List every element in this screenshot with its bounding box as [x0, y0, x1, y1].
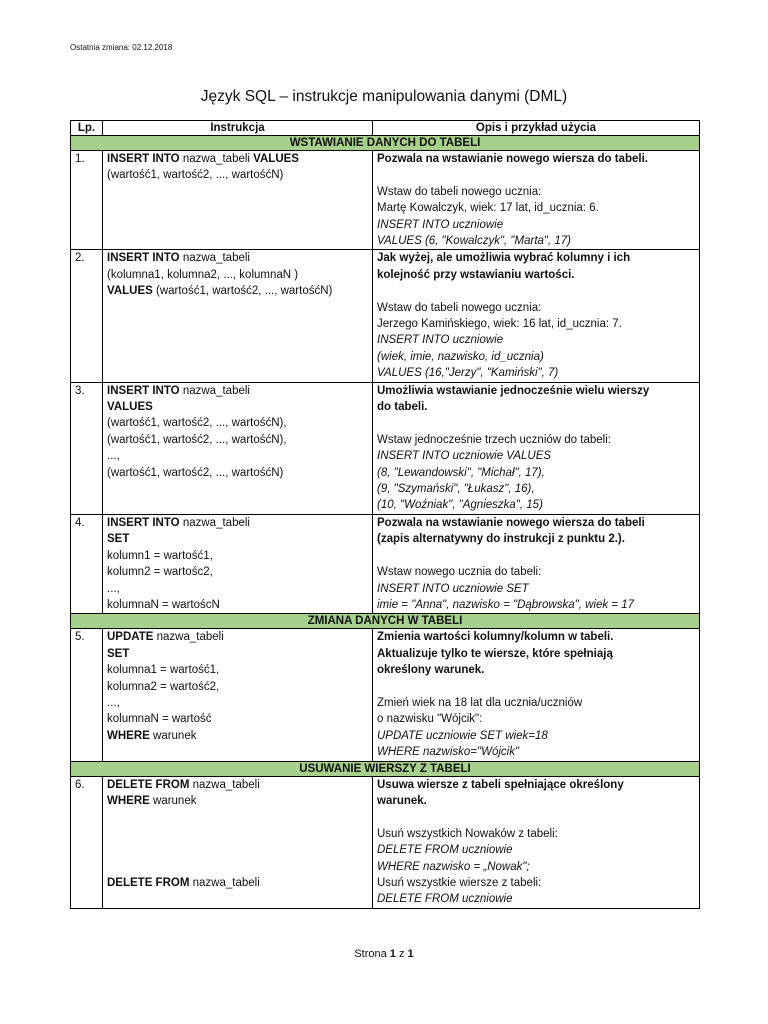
description-text: Umożliwia wstawianie jednocześnie wielu wierszy [377, 384, 650, 397]
sql-text: ..., [107, 696, 120, 709]
section-row-delete [71, 761, 700, 776]
instruction-cell [103, 629, 373, 761]
sql-keyword: WHERE [107, 794, 150, 807]
description-cell [373, 629, 700, 761]
example-code-line: INSERT INTO uczniowie [377, 218, 504, 231]
example-code-line: INSERT INTO uczniowie SET [377, 582, 529, 595]
sql-text: nazwa_tabeli [153, 631, 224, 644]
sql-text: kolumna2 = wartość2, [107, 680, 220, 693]
sql-text: warunek [149, 729, 197, 742]
description-cell [373, 151, 700, 250]
sql-text: nazwa_tabeli [179, 252, 250, 265]
description-text: Jak wyżej, ale umożliwia wybrać kolumny i ich [377, 252, 631, 265]
example-code-line: DELETE FROM uczniowie [377, 893, 513, 906]
description-text: Pozwala na wstawianie nowego wiersza do tabeli. [377, 153, 648, 165]
instruction-cell [103, 382, 373, 514]
example-line: Wstaw do tabeli nowego ucznia: [377, 185, 542, 198]
sql-text: kolumnaN = wartość [107, 713, 212, 726]
last-change-note: Ostatnia zmiana: 02.12.2018 [70, 43, 173, 52]
example-code-line: WHERE nazwisko="Wójcik" [377, 746, 520, 759]
sql-keyword: DELETE FROM [107, 876, 190, 889]
dml-table [70, 120, 700, 909]
description-text: do tabeli. [377, 401, 428, 414]
sql-keyword: UPDATE [107, 631, 154, 644]
example-code-line: imie = "Anna", nazwisko = "Dąbrowska", wiek = 17 [377, 598, 634, 611]
table-row [71, 776, 700, 908]
sql-keyword: INSERT INTO [107, 153, 180, 165]
sql-text: (wartość1, wartość2, ..., wartośćN) [152, 285, 333, 298]
sql-text: kolumnaN = wartoścN [107, 598, 220, 611]
sql-text: (wartość1, wartość2, ..., wartośćN), [107, 417, 287, 430]
instruction-cell [103, 514, 373, 613]
table-row [71, 382, 700, 514]
example-code-line: INSERT INTO uczniowie [377, 334, 504, 347]
sql-keyword: VALUES [253, 153, 299, 165]
description-text: warunek. [377, 794, 427, 807]
row-number: 4. [71, 514, 103, 613]
description-text: Pozwala na wstawianie nowego wiersza do tabeli [377, 516, 645, 529]
row-number: 5. [71, 629, 103, 761]
example-code-line: (9, "Szymański", "Łukasz", 16), [377, 483, 535, 496]
page-total: 1 [407, 948, 414, 960]
description-text: kolejność przy wstawianiu wartości. [377, 268, 575, 281]
section-row-update [71, 614, 700, 629]
row-number: 1. [71, 151, 103, 250]
row-number: 2. [71, 250, 103, 382]
sql-keyword: SET [107, 533, 130, 546]
description-cell [373, 514, 700, 613]
sql-text: kolumn1 = wartość1, [107, 549, 213, 562]
sql-text: warunek [149, 794, 197, 807]
sql-text: kolumna1 = wartość1, [107, 664, 220, 677]
table-row [71, 151, 700, 250]
sql-text: nazwa_tabeli [179, 384, 250, 397]
example-code-line: VALUES (6, "Kowalczyk", "Marta", 17) [377, 235, 572, 248]
footer-mid: z [395, 948, 408, 960]
sql-text: nazwa_tabeli [189, 778, 260, 791]
example-code-line: (8, "Lewandowski", "Michał", 17), [377, 466, 545, 479]
sql-keyword: INSERT INTO [107, 252, 180, 265]
description-cell [373, 382, 700, 514]
example-code-line: DELETE FROM uczniowie [377, 844, 513, 857]
table-header-row [71, 121, 700, 136]
sql-text: (kolumna1, kolumna2, ..., kolumnaN ) [107, 268, 299, 281]
example-code-line: VALUES (16,"Jerzy", "Kamiński", 7) [377, 367, 559, 380]
sql-text: nazwa_tabeli [189, 876, 260, 889]
sql-text: ..., [107, 450, 120, 463]
example-code-line: (10, "Woźniak", "Agnieszka", 15) [377, 499, 543, 512]
footer-prefix: Strona [354, 948, 390, 960]
row-number: 3. [71, 382, 103, 514]
header-instrukcja: Instrukcja [103, 121, 373, 136]
example-line: Zmień wiek na 18 lat dla ucznia/uczniów [377, 696, 583, 709]
table-row [71, 629, 700, 761]
example-code-line: INSERT INTO uczniowie VALUES [377, 450, 552, 463]
example-line: Martę Kowalczyk, wiek: 17 lat, id_ucznia: 6. [377, 202, 599, 215]
sql-text: ..., [107, 582, 120, 595]
section-title: WSTAWIANIE DANYCH DO TABELI [71, 136, 700, 151]
header-opis: Opis i przykład użycia [373, 121, 700, 136]
sql-keyword: VALUES [107, 285, 153, 298]
header-lp: Lp. [71, 121, 103, 136]
description-text: określony warunek. [377, 664, 485, 677]
description-text: Aktualizuje tylko te wiersze, które spełniają [377, 647, 613, 660]
section-row-insert [71, 136, 700, 151]
page-number: 1 [389, 948, 396, 960]
page-footer [0, 948, 768, 960]
instruction-cell [103, 776, 373, 908]
example-line: Wstaw nowego ucznia do tabeli: [377, 566, 542, 579]
sql-keyword: INSERT INTO [107, 516, 180, 529]
instruction-cell [103, 250, 373, 382]
description-text: Zmienia wartości kolumny/kolumn w tabeli. [377, 631, 614, 644]
example-code-line: WHERE nazwisko = „Nowak"; [377, 860, 530, 873]
description-text: (zapis alternatywny do instrukcji z punktu 2.). [377, 533, 625, 546]
sql-keyword: SET [107, 647, 130, 660]
page-title: Język SQL – instrukcje manipulowania danymi (DML) [200, 88, 568, 105]
sql-keyword: VALUES [107, 401, 153, 414]
example-line: o nazwisku "Wójcik": [377, 713, 483, 726]
description-text: Usuwa wiersze z tabeli spełniające określony [377, 778, 624, 791]
sql-text: nazwa_tabeli [179, 153, 254, 165]
table-row [71, 250, 700, 382]
sql-keyword: INSERT INTO [107, 384, 180, 397]
example-line: Usuń wszystkich Nowaków z tabeli: [377, 827, 558, 840]
sql-keyword: DELETE FROM [107, 778, 190, 791]
example-line: Wstaw do tabeli nowego ucznia: [377, 301, 542, 314]
sql-text: nazwa_tabeli [179, 516, 250, 529]
example-line: Wstaw jednocześnie trzech uczniów do tabeli: [377, 433, 611, 446]
sql-text: (wartość1, wartość2, ..., wartośćN) [107, 169, 284, 182]
sql-keyword: WHERE [107, 729, 150, 742]
instruction-cell [103, 151, 373, 250]
description-cell [373, 776, 700, 908]
table-row [71, 514, 700, 613]
section-title: USUWANIE WIERSZY Z TABELI [71, 761, 700, 776]
section-title: ZMIANA DANYCH W TABELI [71, 614, 700, 629]
row-number: 6. [71, 776, 103, 908]
description-cell [373, 250, 700, 382]
example-line: Jerzego Kamińskiego, wiek: 16 lat, id_ucznia: 7. [377, 318, 622, 331]
example-code-line: UPDATE uczniowie SET wiek=18 [377, 729, 548, 742]
sql-text: kolumn2 = wartośc2, [107, 566, 213, 579]
example-code-line: (wiek, imie, nazwisko, id_ucznia) [377, 350, 544, 363]
sql-text: (wartość1, wartość2, ..., wartośćN), [107, 433, 287, 446]
sql-text: (wartość1, wartość2, ..., wartośćN) [107, 466, 284, 479]
example-line: Usuń wszystkie wiersze z tabeli: [377, 876, 542, 889]
